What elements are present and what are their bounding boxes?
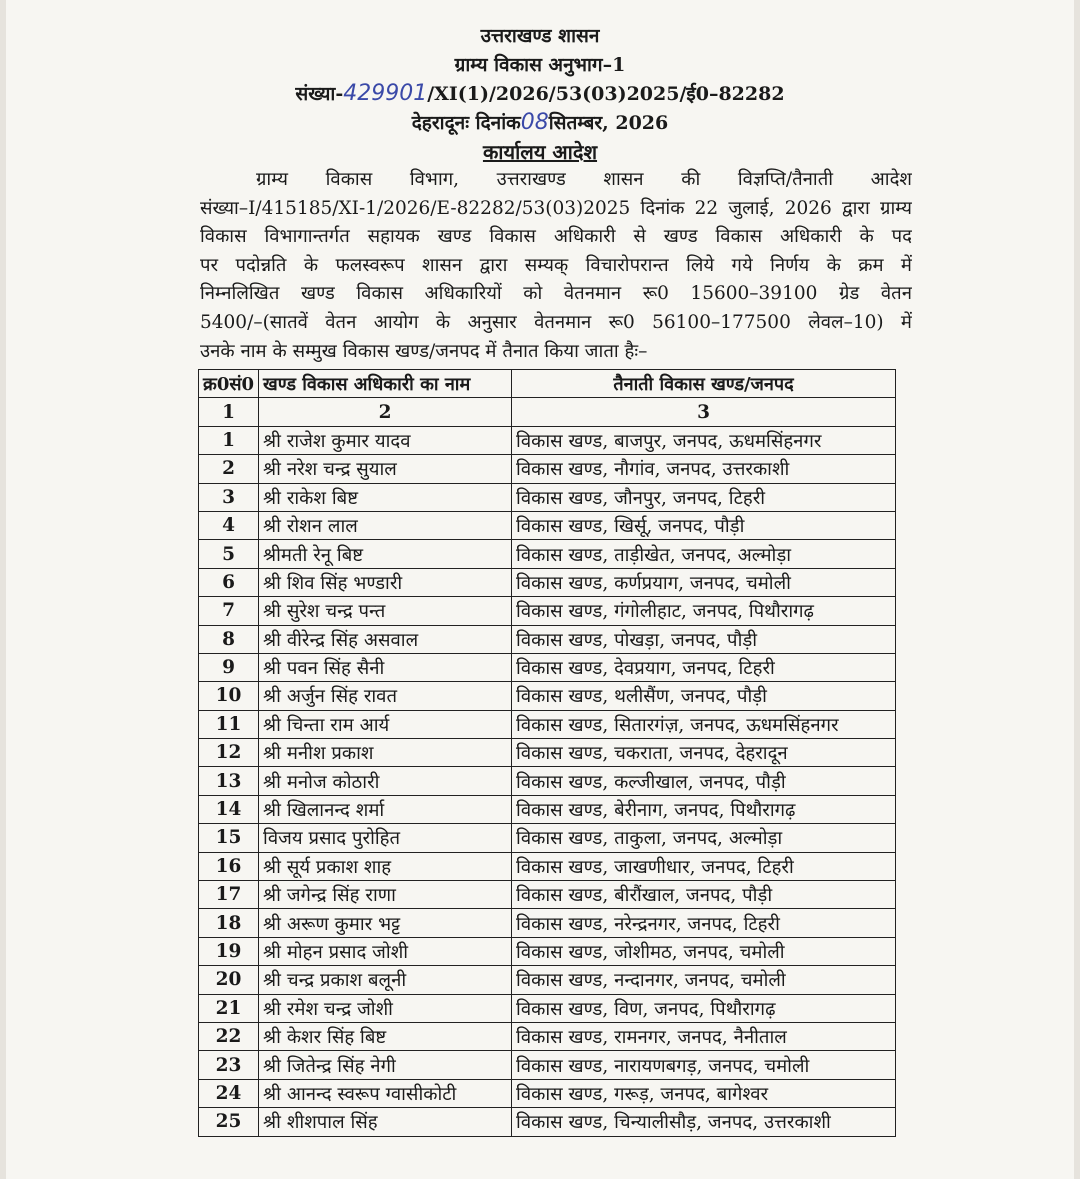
row-serial: 18 (199, 909, 259, 937)
table-row (199, 540, 896, 568)
row-officer-name: श्री राकेश बिष्ट (259, 483, 512, 511)
row-officer-name: श्री रमेश चन्द्र जोशी (259, 994, 512, 1022)
row-officer-name: श्री अर्जुन सिंह रावत (259, 682, 512, 710)
row-officer-name: श्री राजेश कुमार यादव (259, 426, 512, 454)
table-row (199, 824, 896, 852)
row-serial: 10 (199, 682, 259, 710)
row-posting: विकास खण्ड, रामनगर, जनपद, नैनीताल (512, 1022, 896, 1050)
row-posting: विकास खण्ड, सितारगंज़, जनपद, ऊधमसिंहनगर (512, 710, 896, 738)
row-officer-name: श्री अरूण कुमार भट्ट (259, 909, 512, 937)
department-title: ग्राम्य विकास अनुभाग–1 (454, 54, 626, 76)
table-row (199, 739, 896, 767)
row-officer-name: श्री मोहन प्रसाद जोशी (259, 937, 512, 965)
row-posting: विकास खण्ड, जौनपुर, जनपद, टिहरी (512, 483, 896, 511)
table-index-row (199, 398, 896, 426)
row-officer-name: विजय प्रसाद पुरोहित (259, 824, 512, 852)
row-serial: 21 (199, 994, 259, 1022)
date-handwritten: 08 (520, 110, 549, 135)
row-serial: 4 (199, 511, 259, 539)
row-serial: 20 (199, 966, 259, 994)
row-serial: 5 (199, 540, 259, 568)
row-serial: 11 (199, 710, 259, 738)
body-line: 5400/–(सातवें वेतन आयोग के अनुसार वेतनमान रू0 56100–177500 लेवल–10) में (200, 311, 912, 333)
table-row (199, 682, 896, 710)
order-title: कार्यालय आदेश (482, 140, 598, 164)
row-posting: विकास खण्ड, गरूड़, जनपद, बागेश्वर (512, 1079, 896, 1107)
row-serial: 15 (199, 824, 259, 852)
row-serial: 23 (199, 1051, 259, 1079)
row-posting: विकास खण्ड, बाजपुर, जनपद, ऊधमसिंहनगर (512, 426, 896, 454)
table-row (199, 1022, 896, 1050)
page-edge-left (0, 0, 6, 1179)
table-row (199, 909, 896, 937)
table-row (199, 1079, 896, 1107)
table-row (199, 994, 896, 1022)
officer-posting-table (198, 369, 896, 1137)
row-posting: विकास खण्ड, नन्दानगर, जनपद, चमोली (512, 966, 896, 994)
row-officer-name: श्री शिव सिंह भण्डारी (259, 568, 512, 596)
row-posting: विकास खण्ड, बेरीनाग, जनपद, पिथौरागढ़ (512, 795, 896, 823)
row-officer-name: श्रीमती रेनू बिष्ट (259, 540, 512, 568)
row-posting: विकास खण्ड, विण, जनपद, पिथौरागढ़ (512, 994, 896, 1022)
row-posting: विकास खण्ड, बीरौंखाल, जनपद, पौड़ी (512, 881, 896, 909)
order-body (200, 166, 912, 366)
row-officer-name: श्री चिन्ता राम आर्य (259, 710, 512, 738)
table-row (199, 966, 896, 994)
row-serial: 3 (199, 483, 259, 511)
row-officer-name: श्री पवन सिंह सैनी (259, 653, 512, 681)
row-officer-name: श्री केशर सिंह बिष्ट (259, 1022, 512, 1050)
row-serial: 13 (199, 767, 259, 795)
row-serial: 17 (199, 881, 259, 909)
table-row (199, 653, 896, 681)
row-serial: 12 (199, 739, 259, 767)
row-serial: 19 (199, 937, 259, 965)
row-officer-name: श्री जगेन्द्र सिंह राणा (259, 881, 512, 909)
row-officer-name: श्री नरेश चन्द्र सुयाल (259, 455, 512, 483)
place-date-suffix: सितम्बर, 2026 (548, 112, 669, 134)
header-officer-name: खण्ड विकास अधिकारी का नाम (259, 370, 512, 398)
row-posting: विकास खण्ड, गंगोलीहाट, जनपद, पिथौरागढ़ (512, 597, 896, 625)
row-posting: विकास खण्ड, जाखणीधार, जनपद, टिहरी (512, 852, 896, 880)
row-serial: 25 (199, 1108, 259, 1136)
row-posting: विकास खण्ड, कल्जीखाल, जनपद, पौड़ी (512, 767, 896, 795)
row-officer-name: श्री सूर्य प्रकाश शाह (259, 852, 512, 880)
row-serial: 8 (199, 625, 259, 653)
table-row (199, 483, 896, 511)
order-number (0, 80, 1080, 108)
body-line: संख्या–I/415185/XI-1/2026/E-82282/53(03)2025 दिनांक 22 जुलाई, 2026 द्वारा ग्राम्य (200, 197, 912, 219)
table-body (199, 426, 896, 1136)
index-cell: 1 (199, 398, 259, 426)
row-serial: 6 (199, 568, 259, 596)
body-line: ग्राम्य विकास विभाग, उत्तराखण्ड शासन की विज्ञप्ति/तैनाती आदेश (256, 169, 912, 190)
row-serial: 2 (199, 455, 259, 483)
row-posting: विकास खण्ड, देवप्रयाग, जनपद, टिहरी (512, 653, 896, 681)
body-line: पर पदोन्नति के फलस्वरूप शासन द्वारा सम्यक् विचारोपरान्त लिये गये निर्णय के क्रम में (200, 254, 912, 276)
row-posting: विकास खण्ड, पोखड़ा, जनपद, पौड़ी (512, 625, 896, 653)
row-officer-name: श्री जितेन्द्र सिंह नेगी (259, 1051, 512, 1079)
row-officer-name: श्री चन्द्र प्रकाश बलूनी (259, 966, 512, 994)
row-posting: विकास खण्ड, चकराता, जनपद, देहरादून (512, 739, 896, 767)
row-serial: 16 (199, 852, 259, 880)
row-posting: विकास खण्ड, थलीसैंण, जनपद, पौड़ी (512, 682, 896, 710)
table-row (199, 597, 896, 625)
table-row (199, 1108, 896, 1136)
row-serial: 22 (199, 1022, 259, 1050)
table-row (199, 511, 896, 539)
row-officer-name: श्री शीशपाल सिंह (259, 1108, 512, 1136)
row-officer-name: श्री वीरेन्द्र सिंह असवाल (259, 625, 512, 653)
table-row (199, 1051, 896, 1079)
table-row (199, 795, 896, 823)
table-row (199, 852, 896, 880)
row-posting: विकास खण्ड, नरेन्द्रनगर, जनपद, टिहरी (512, 909, 896, 937)
order-number-handwritten: 429901 (343, 81, 428, 106)
row-posting: विकास खण्ड, कर्णप्रयाग, जनपद, चमोली (512, 568, 896, 596)
row-officer-name: श्री आनन्द स्वरूप ग्वासीकोटी (259, 1079, 512, 1107)
table-row (199, 426, 896, 454)
row-serial: 1 (199, 426, 259, 454)
table-row (199, 881, 896, 909)
row-officer-name: श्री रोशन लाल (259, 511, 512, 539)
index-cell: 3 (512, 398, 896, 426)
row-posting: विकास खण्ड, जोशीमठ, जनपद, चमोली (512, 937, 896, 965)
table-row (199, 625, 896, 653)
row-posting: विकास खण्ड, ताकुला, जनपद, अल्मोड़ा (512, 824, 896, 852)
row-posting: विकास खण्ड, खिर्सू, जनपद, पौड़ी (512, 511, 896, 539)
government-title: उत्तराखण्ड शासन (480, 25, 600, 47)
body-line: उनके नाम के सम्मुख विकास खण्ड/जनपद में तैनात किया जाता हैः– (200, 340, 648, 362)
table-row (199, 937, 896, 965)
table-row (199, 568, 896, 596)
table-row (199, 455, 896, 483)
row-officer-name: श्री सुरेश चन्द्र पन्त (259, 597, 512, 625)
row-posting: विकास खण्ड, नौगांव, जनपद, उत्तरकाशी (512, 455, 896, 483)
row-posting: विकास खण्ड, नारायणबगड़, जनपद, चमोली (512, 1051, 896, 1079)
table-header-row (199, 370, 896, 398)
row-officer-name: श्री खिलानन्द शर्मा (259, 795, 512, 823)
row-serial: 24 (199, 1079, 259, 1107)
place-date (0, 109, 1080, 137)
row-posting: विकास खण्ड, ताड़ीखेत, जनपद, अल्मोड़ा (512, 540, 896, 568)
row-officer-name: श्री मनोज कोठारी (259, 767, 512, 795)
index-cell: 2 (259, 398, 512, 426)
row-serial: 14 (199, 795, 259, 823)
body-line: विकास विभागान्तर्गत सहायक खण्ड विकास अधिकारी से खण्ड विकास अधिकारी के पद (200, 226, 912, 248)
header-serial: क्र0सं0 (199, 370, 259, 398)
row-posting: विकास खण्ड, चिन्यालीसौड़, जनपद, उत्तरकाशी (512, 1108, 896, 1136)
row-serial: 9 (199, 653, 259, 681)
row-serial: 7 (199, 597, 259, 625)
page-edge-right (1074, 0, 1080, 1179)
order-number-suffix: /XI(1)/2026/53(03)2025/ई0–82282 (427, 83, 785, 105)
header-posting: तैनाती विकास खण्ड/जनपद (512, 370, 896, 398)
order-number-prefix: संख्या- (295, 83, 344, 105)
row-officer-name: श्री मनीश प्रकाश (259, 739, 512, 767)
body-line: निम्नलिखित खण्ड विकास अधिकारियों को वेतनमान रू0 15600–39100 ग्रेड वेतन (200, 283, 912, 305)
table-row (199, 710, 896, 738)
table-row (199, 767, 896, 795)
place-date-prefix: देहरादूनः दिनांक (411, 112, 521, 134)
